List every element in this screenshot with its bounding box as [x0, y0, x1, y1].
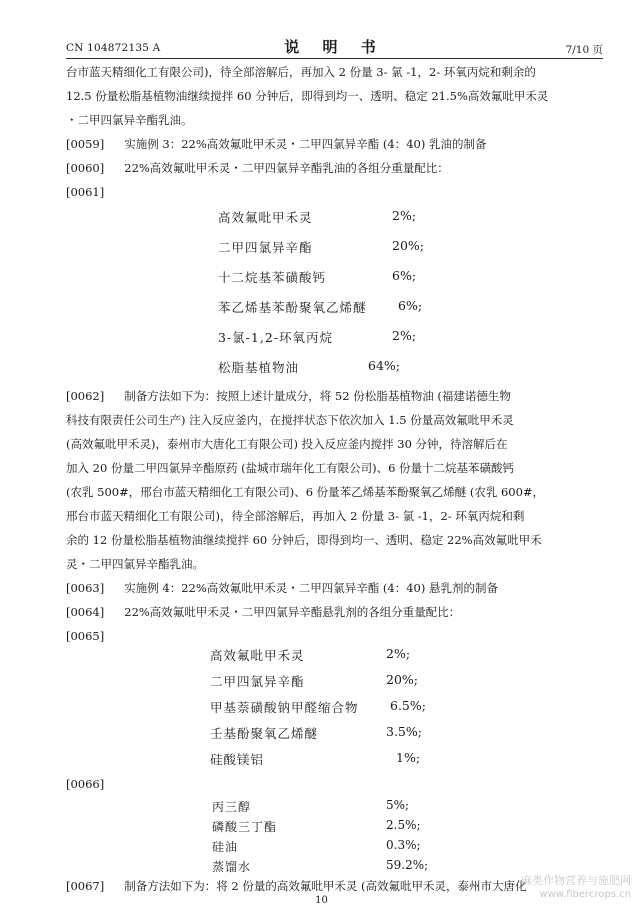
paragraph-text: 制备方法如下为：将 2 份量的高效氟吡甲禾灵 (高效氟吡甲禾灵，泰州市大唐化 [124, 879, 527, 893]
paragraph-number: [0066] [66, 777, 105, 791]
paragraph-0061 [66, 184, 104, 200]
ingredient-name: 十二烷基苯磺酸钙 [218, 270, 327, 285]
paragraph-text: 实施例 4：22%高效氟吡甲禾灵・二甲四氯异辛酯 (4：40) 悬乳剂的制备 [124, 581, 499, 595]
ingredient-name: 硅油 [212, 840, 239, 854]
paragraph-text: 制备方法如下为：按照上述计量成分，将 52 份松脂基植物油 (福建诺德生物 [124, 389, 511, 403]
paragraph-number: [0061] [66, 185, 105, 199]
paragraph-line: 余的 12 份量松脂基植物油继续搅拌 60 分钟后，即得到均一、透明、稳定 22%高效氟吡甲禾 [66, 533, 542, 547]
ingredient-value: 6%; [398, 298, 423, 313]
ingredient-name: 磷酸三丁酯 [212, 820, 278, 834]
ingredient-name: 蒸馏水 [212, 860, 252, 874]
ingredient-name: 硅酸镁铝 [210, 752, 265, 767]
ingredient-value: 2.5%; [386, 818, 421, 832]
ingredient-value: 5%; [386, 798, 410, 812]
paragraph-0064 [66, 604, 460, 620]
paragraph-text: 实施例 3：22%高效氟吡甲禾灵・二甲四氯异辛酯 (4：40) 乳油的制备 [124, 137, 487, 151]
paragraph-text: 22%高效氟吡甲禾灵・二甲四氯异辛酯乳油的各组分重量配比： [124, 161, 449, 175]
ingredient-name: 高效氟吡甲禾灵 [218, 210, 313, 225]
patent-number: CN 104872135 A [66, 42, 161, 54]
paragraph-line: (农乳 500#，邢台市蓝天精细化工有限公司)、6 份量苯乙烯基苯酚聚氧乙烯醚 (农乳 600#， [66, 485, 545, 499]
page-header [66, 36, 603, 66]
ingredient-value: 2%; [392, 208, 417, 223]
ingredient-name: 高效氟吡甲禾灵 [210, 648, 305, 663]
ingredient-name: 二甲四氯异辛酯 [210, 674, 305, 689]
ingredient-value: 1%; [396, 750, 421, 765]
document-title: 说 明 书 [284, 38, 385, 56]
paragraph-number: [0067] [66, 879, 105, 893]
ingredient-value: 2%; [386, 646, 411, 661]
paragraph-line [66, 388, 511, 404]
paragraph-text: 22%高效氟吡甲禾灵・二甲四氯异辛酯悬乳剂的各组分重量配比： [124, 605, 461, 619]
paragraph-number: [0062] [66, 389, 105, 403]
paragraph-line: 加入 20 份量二甲四氯异辛酯原药 (盐城市瑞年化工有限公司)、6 份量十二烷基苯磺酸钙 [66, 461, 515, 475]
header-rule [66, 58, 603, 59]
paragraph-number: [0059] [66, 137, 105, 151]
ingredient-name: 丙三醇 [212, 800, 252, 814]
ingredient-value: 3.5%; [386, 724, 422, 739]
paragraph-0063 [66, 580, 498, 596]
paragraph-number: [0065] [66, 629, 105, 643]
ingredient-name: 3-氯-1,2-环氧丙烷 [218, 330, 334, 345]
ingredient-name: 壬基酚聚氧乙烯醚 [210, 726, 319, 741]
paragraph-number: [0063] [66, 581, 105, 595]
paragraph-line: 科技有限责任公司生产) 注入反应釜内，在搅拌状态下依次加入 1.5 份量高效氟吡甲禾灵 [66, 413, 514, 427]
paragraph-line: 灵・二甲四氯异辛酯乳油。 [66, 557, 204, 571]
page-number: 10 [315, 895, 328, 906]
ingredient-value: 6.5%; [390, 698, 426, 713]
watermark-url: www.fibercrops.cn [539, 889, 631, 900]
intro-line-3: ・二甲四氯异辛酯乳油。 [66, 113, 193, 127]
paragraph-0066 [66, 776, 104, 792]
paragraph-0060 [66, 160, 449, 176]
ingredient-value: 59.2%; [386, 858, 429, 872]
ingredient-name: 甲基萘磺酸钠甲醛缩合物 [210, 700, 359, 715]
ingredient-value: 20%; [386, 672, 418, 687]
ingredient-value: 64%; [368, 358, 400, 373]
paragraph-0059 [66, 136, 487, 152]
ingredient-name: 松脂基植物油 [218, 360, 300, 375]
ingredient-name: 二甲四氯异辛酯 [218, 240, 313, 255]
ingredient-value: 0.3%; [386, 838, 421, 852]
ingredient-value: 6%; [392, 268, 417, 283]
paragraph-line: (高效氟吡甲禾灵)，泰州市大唐化工有限公司) 投入反应釜内搅拌 30 分钟，待溶解后在 [66, 437, 508, 451]
page-indicator: 7/10 页 [565, 44, 603, 56]
ingredient-name: 苯乙烯基苯酚聚氧乙烯醚 [218, 300, 367, 315]
watermark-title: 麻类作物营养与施肥网 [521, 874, 631, 887]
paragraph-0065 [66, 628, 104, 644]
paragraph-number: [0060] [66, 161, 105, 175]
intro-line-1: 台市蓝天精细化工有限公司)，待全部溶解后，再加入 2 份量 3- 氯 -1，2- 环氧丙烷和剩余的 [66, 65, 536, 79]
paragraph-line: 邢台市蓝天精细化工有限公司)，待全部溶解后，再加入 2 份量 3- 氯 -1，2- 环氧丙烷和剩 [66, 509, 525, 523]
paragraph-number: [0064] [66, 605, 105, 619]
ingredient-value: 2%; [392, 328, 417, 343]
intro-line-2: 12.5 份量松脂基植物油继续搅拌 60 分钟后，即得到均一、透明、稳定 21.5%高效氟吡甲禾灵 [66, 89, 549, 103]
paragraph-0067 [66, 878, 527, 894]
site-watermark [521, 874, 631, 902]
ingredient-value: 20%; [392, 238, 424, 253]
